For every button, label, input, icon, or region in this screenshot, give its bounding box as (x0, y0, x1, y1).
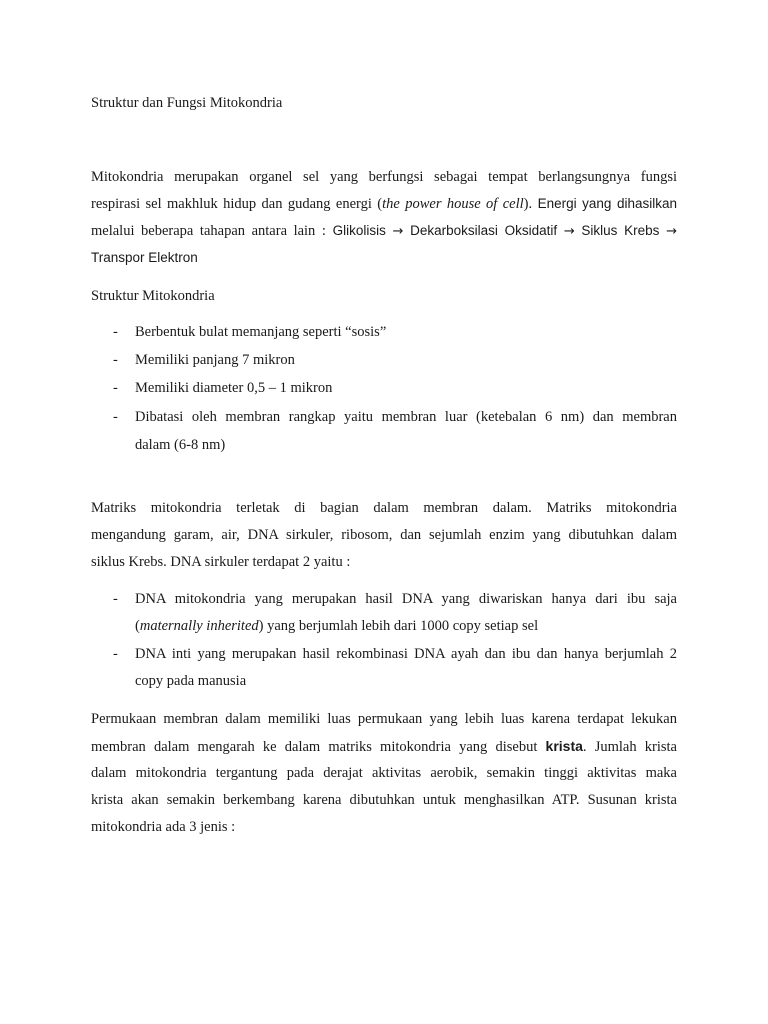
italic-phrase: maternally inherited (139, 618, 259, 634)
list-item: Dibatasi oleh membran rangkap yaitu membran luar (ketebalan 6 nm) dan membran (135, 409, 677, 425)
matriks-line-1: Matriks mitokondria terletak di bagian dalam membran dalam. Matriks mitokondria (91, 500, 677, 516)
list-item-continuation (135, 617, 677, 635)
list-marker: - (113, 380, 118, 396)
section-heading-struktur: Struktur Mitokondria (91, 288, 215, 304)
list-marker: - (113, 352, 118, 368)
list-marker: - (113, 646, 118, 662)
intro-line-3 (91, 222, 677, 241)
list-text: ( (135, 618, 140, 634)
stage-siklus-krebs: Siklus Krebs (574, 223, 667, 238)
document-title: Struktur dan Fungsi Mitokondria (91, 95, 283, 111)
intro-text: respirasi sel makhluk hidup dan gudang energi ( (91, 196, 383, 212)
list-item-continuation: copy pada manusia (135, 673, 247, 689)
list-text: ) yang berjumlah lebih dari 1000 copy setiap sel (258, 618, 539, 634)
intro-text: melalui beberapa tahapan antara lain : (91, 223, 326, 239)
list-item: Berbentuk bulat memanjang seperti “sosis” (135, 324, 387, 340)
matriks-line-3: siklus Krebs. DNA sirkuler terdapat 2 yaitu : (91, 554, 351, 570)
permukaan-line-1: Permukaan membran dalam memiliki luas permukaan yang lebih luas karena terdapat lekukan (91, 711, 677, 727)
arrow-right-icon: → (563, 224, 575, 239)
list-item: Memiliki diameter 0,5 – 1 mikron (135, 380, 333, 396)
permukaan-line-2 (91, 737, 677, 756)
arrow-right-icon: → (666, 224, 677, 239)
para-text: membran dalam mengarah ke dalam matriks mitokondria yang disebut (91, 739, 546, 755)
list-item-continuation: dalam (6-8 nm) (135, 437, 226, 453)
list-marker: - (113, 324, 118, 340)
intro-italic-phrase: the power house of cell (382, 196, 524, 212)
permukaan-line-3: dalam mitokondria tergantung pada derajat aktivitas aerobik, semakin tinggi aktivitas maka (91, 765, 677, 781)
para-text: . Jumlah krista (582, 739, 677, 755)
list-item: DNA inti yang merupakan hasil rekombinasi DNA ayah dan ibu dan hanya berjumlah 2 (135, 646, 677, 662)
list-marker: - (113, 591, 118, 607)
matriks-line-2: mengandung garam, air, DNA sirkuler, ribosom, dan sejumlah enzim yang dibutuhkan dalam (91, 527, 677, 543)
list-marker: - (113, 409, 118, 425)
list-item: DNA mitokondria yang merupakan hasil DNA yang diwariskan hanya dari ibu saja (135, 591, 677, 607)
list-item: Memiliki panjang 7 mikron (135, 352, 295, 368)
arrow-right-icon: → (392, 224, 404, 239)
permukaan-line-4: krista akan semakin berkembang karena dibutuhkan untuk menghasilkan ATP. Susunan krista (91, 792, 677, 808)
intro-line-1: Mitokondria merupakan organel sel yang berfungsi sebagai tempat berlangsungnya fungsi (91, 169, 677, 185)
stage-dekarboksilasi: Dekarboksilasi Oksidatif (403, 223, 564, 238)
intro-text: ). (523, 196, 533, 212)
intro-text: Energi yang dihasilkan (532, 196, 677, 211)
intro-line-4: Transpor Elektron (91, 250, 198, 265)
permukaan-line-5: mitokondria ada 3 jenis : (91, 819, 236, 835)
bold-term-krista: krista (545, 738, 583, 754)
intro-line-2 (91, 195, 677, 213)
stage-glikolisis: Glikolisis (325, 223, 393, 238)
